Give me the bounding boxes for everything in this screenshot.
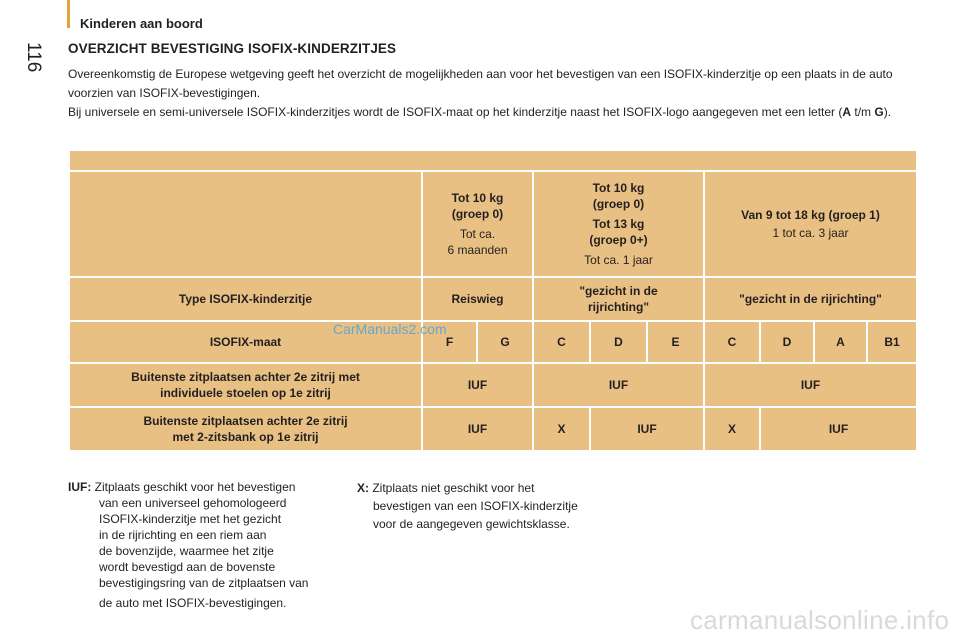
group-text: (groep 0) bbox=[592, 197, 645, 211]
bench-row bbox=[69, 407, 917, 451]
weight-label-cell bbox=[69, 171, 422, 277]
type-row bbox=[69, 277, 917, 321]
age-text: Tot ca. 1 jaar bbox=[584, 253, 653, 267]
legend-text: wordt bevestigd aan de bovenste bbox=[99, 560, 276, 574]
row-label: Buitenste zitplaatsen achter 2e zitrij met individuele stoelen op 1e zitrij bbox=[69, 363, 422, 407]
type-label: Type ISOFIX-kinderzitje bbox=[69, 277, 422, 321]
isofix-size-paragraph bbox=[68, 103, 914, 122]
legend-text: van een universeel gehomologeerd bbox=[99, 496, 287, 510]
section-accent-bar bbox=[67, 0, 70, 28]
paragraph-text-mid: t/m bbox=[851, 105, 875, 119]
legend-iuf bbox=[68, 479, 348, 611]
size-cell: C bbox=[704, 321, 760, 363]
age-text: Tot ca. bbox=[459, 227, 496, 241]
age-text: 1 tot ca. 3 jaar bbox=[772, 226, 849, 240]
age-text: 6 maanden bbox=[447, 243, 508, 257]
group-text: (groep 0+) bbox=[589, 233, 648, 247]
legend-text: bevestigingsring van de zitplaatsen van bbox=[99, 576, 309, 590]
legend-key: X: bbox=[357, 481, 369, 495]
legend-text: ISOFIX-kinderzitje met het gezicht bbox=[99, 512, 282, 526]
group-text: (groep 0) bbox=[451, 207, 504, 221]
suitability-cell: IUF bbox=[533, 363, 704, 407]
size-cell: E bbox=[647, 321, 704, 363]
paragraph-text: Bij universele en semi-universele ISOFIX-kinderzitjes wordt de ISOFIX-maat op het kinderzitje naast het ISOFIX-logo aangegeven met een letter ( bbox=[68, 105, 843, 119]
size-cell: G bbox=[477, 321, 533, 363]
row-label: Buitenste zitplaatsen achter 2e zitrij met 2-zitsbank op 1e zitrij bbox=[69, 407, 422, 451]
size-cell: D bbox=[760, 321, 814, 363]
weight-group-1-cell bbox=[704, 171, 917, 277]
legend-key: IUF: bbox=[68, 480, 92, 494]
suitability-cell: IUF bbox=[590, 407, 704, 451]
size-cell: F bbox=[422, 321, 477, 363]
legend-text: de bovenzijde, waarmee het zitje bbox=[99, 544, 274, 558]
suitability-cell: IUF bbox=[422, 363, 533, 407]
suitability-cell: X bbox=[533, 407, 590, 451]
weight-text: Tot 10 kg bbox=[451, 191, 504, 205]
suitability-cell: IUF bbox=[704, 363, 917, 407]
section-title: Kinderen aan boord bbox=[80, 16, 203, 31]
legend-x bbox=[357, 479, 637, 533]
letter-g: G bbox=[874, 105, 884, 119]
page-title: OVERZICHT BEVESTIGING ISOFIX-KINDERZITJES bbox=[68, 41, 397, 56]
legend-text: voor de aangegeven gewichtsklasse. bbox=[373, 517, 570, 531]
size-cell: B1 bbox=[867, 321, 917, 363]
suitability-cell: IUF bbox=[422, 407, 533, 451]
legend-text: Zitplaats niet geschikt voor het bbox=[372, 481, 535, 495]
isofix-table bbox=[68, 149, 916, 452]
paragraph-text-end: ). bbox=[883, 105, 892, 119]
carmanualsonline-watermark: carmanualsonline.info bbox=[690, 605, 950, 635]
isofix-size-label: ISOFIX-maat bbox=[69, 321, 422, 363]
legend-text: in de rijrichting en een riem aan bbox=[99, 528, 267, 542]
size-cell: C bbox=[533, 321, 590, 363]
suitability-cell: IUF bbox=[760, 407, 917, 451]
isofix-size-row bbox=[69, 321, 917, 363]
legend-text: de auto met ISOFIX-bevestigingen. bbox=[99, 596, 287, 610]
size-cell: D bbox=[590, 321, 647, 363]
type-cell: "gezicht in de rijrichting" bbox=[533, 277, 704, 321]
type-cell: "gezicht in de rijrichting" bbox=[704, 277, 917, 321]
weight-group-0-cell bbox=[422, 171, 533, 277]
size-cell: A bbox=[814, 321, 867, 363]
carmanuals-watermark: CarManuals2.com bbox=[333, 321, 447, 337]
table-header-strip bbox=[69, 150, 917, 171]
weight-group-0plus-cell bbox=[533, 171, 704, 277]
individual-seats-row bbox=[69, 363, 917, 407]
weight-text: Tot 13 kg bbox=[592, 217, 645, 231]
weight-row bbox=[69, 171, 917, 277]
type-cell: Reiswieg bbox=[422, 277, 533, 321]
weight-text: Tot 10 kg bbox=[592, 181, 645, 195]
letter-a: A bbox=[842, 105, 852, 119]
intro-paragraph: Overeenkomstig de Europese wetgeving geeft het overzicht de mogelijkheden aan voor het bevestigen van een ISOFIX-kinderzitje op een plaats in de auto voorzien van ISOFIX-bevestigingen. bbox=[68, 67, 893, 100]
legend-text: bevestigen van een ISOFIX-kinderzitje bbox=[373, 499, 578, 513]
page-number: 116 bbox=[23, 42, 44, 73]
weight-text: Van 9 tot 18 kg (groep 1) bbox=[741, 208, 880, 222]
suitability-cell: X bbox=[704, 407, 760, 451]
legend-text: Zitplaats geschikt voor het bevestigen bbox=[94, 480, 296, 494]
